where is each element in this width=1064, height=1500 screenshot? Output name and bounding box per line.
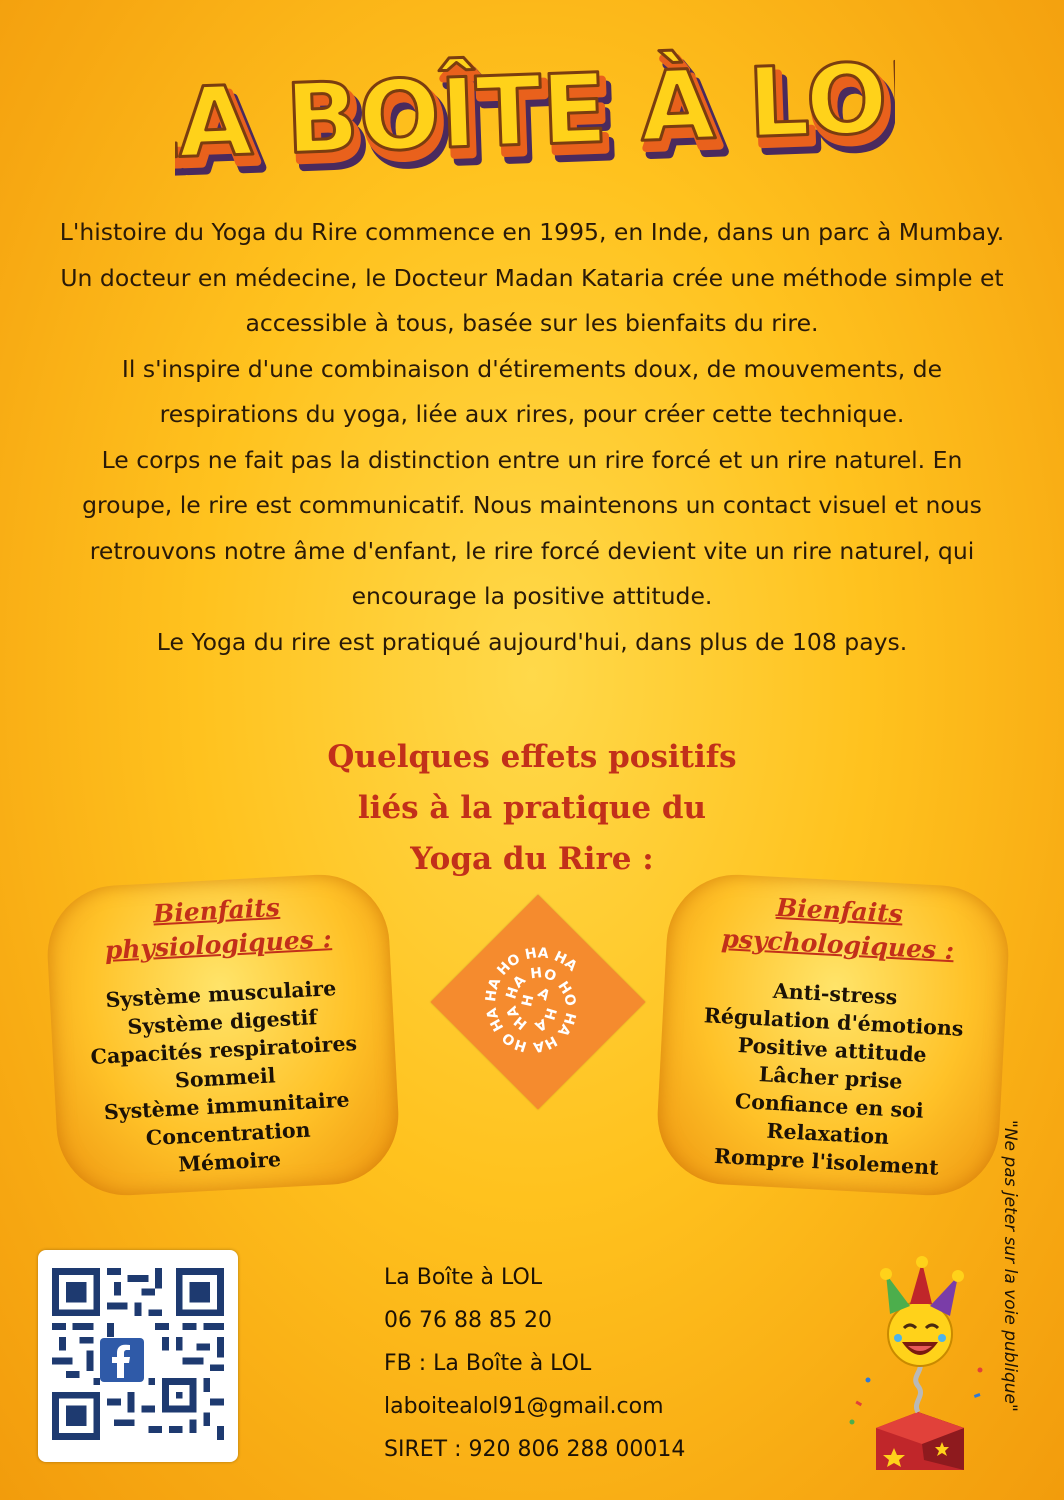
logo-graphic	[175, 30, 895, 205]
list-item: Capacités respiratoires	[90, 1031, 358, 1069]
list-item: Positive attitude	[737, 1033, 928, 1067]
intro-line: Il s'inspire d'une combinaison d'étirements doux, de mouvements, de	[121, 354, 943, 383]
psychological-benefits-panel	[654, 871, 1012, 1198]
list-item: Lâcher prise	[758, 1062, 904, 1094]
list-item: Régulation d'émotions	[703, 1003, 965, 1041]
intro-line: respirations du yoga, liée aux rires, pour créer cette technique.	[159, 400, 905, 428]
panel-heading-line: physiologiques :	[104, 924, 333, 966]
facebook-icon[interactable]	[100, 1338, 144, 1382]
list-item: Système immunitaire	[103, 1087, 351, 1125]
intro-line: Le Yoga du rire est pratiqué aujourd'hui, dans plus de 108 pays.	[156, 627, 908, 656]
panel-heading-line: Bienfaits	[152, 892, 281, 929]
disposal-note: "Ne pas jeter sur la voie publique"	[1000, 1120, 1020, 1412]
jester-in-box-icon	[828, 1252, 998, 1472]
svg-text:HA HA HA HA HO HO HA HA HO HA	[440, 905, 612, 1101]
effects-heading-line: Quelques effets positifs	[327, 739, 737, 775]
effects-heading-line: Yoga du Rire :	[410, 841, 654, 877]
logo-depth: LA BOÎTE À LOL	[175, 48, 895, 190]
list-item: Concentration	[145, 1117, 312, 1151]
intro-line: L'histoire du Yoga du Rire commence en 1995, en Inde, dans un parc à Mumbay.	[59, 218, 1005, 246]
list-item: Système musculaire	[104, 976, 337, 1013]
contact-siret: SIRET : 920 806 288 00014	[384, 1437, 686, 1462]
intro-line: Le corps ne fait pas la distinction entre un rire forcé et un rire naturel. En	[101, 445, 963, 474]
list-item: Système digestif	[126, 1005, 318, 1039]
effects-heading-line: liés à la pratique du	[357, 790, 707, 826]
panel-heading-line: psychologiques :	[720, 924, 955, 966]
logo-text: LA BOÎTE À LOL	[175, 40, 895, 182]
contact-name: La Boîte à LOL	[384, 1265, 543, 1290]
logo	[175, 30, 895, 205]
effects-heading	[200, 732, 864, 885]
psychological-list	[655, 971, 1007, 1185]
contact-email[interactable]: laboitealol91@gmail.com	[384, 1394, 664, 1419]
physiological-benefits-panel	[44, 871, 402, 1198]
list-item: Confiance en soi	[734, 1088, 925, 1123]
list-item: Sommeil	[174, 1063, 277, 1093]
contact-block	[384, 1256, 824, 1471]
list-item: Rompre l'isolement	[713, 1143, 940, 1180]
list-item: Mémoire	[177, 1147, 282, 1177]
intro-line: retrouvons notre âme d'enfant, le rire forcé devient vite un rire naturel, qui	[89, 536, 975, 565]
intro-line: Un docteur en médecine, le Docteur Madan Kataria crée une méthode simple et	[60, 263, 1004, 292]
laughter-spiral-text: HA HA HA HA HO HO HA HA HO HA HA HO HA HA	[483, 945, 580, 1055]
contact-facebook: FB : La Boîte à LOL	[384, 1351, 592, 1376]
intro-line: accessible à tous, basée sur les bienfaits du rire.	[245, 309, 819, 337]
physiological-list	[49, 971, 401, 1185]
list-item: Relaxation	[766, 1118, 890, 1150]
laughter-spiral-graphic	[440, 905, 636, 1101]
logo-shadow: LA BOÎTE À LOL	[175, 54, 895, 196]
contact-phone[interactable]: 06 76 88 85 20	[384, 1308, 552, 1333]
psychological-heading	[666, 885, 1011, 971]
intro-line: encourage la positive attitude.	[351, 582, 713, 610]
physiological-heading	[45, 885, 390, 971]
list-item: Anti-stress	[772, 978, 898, 1010]
intro-text	[40, 210, 1024, 665]
panel-heading-line: Bienfaits	[775, 892, 904, 929]
intro-line: groupe, le rire est communicatif. Nous maintenons un contact visuel et nous	[82, 491, 982, 519]
